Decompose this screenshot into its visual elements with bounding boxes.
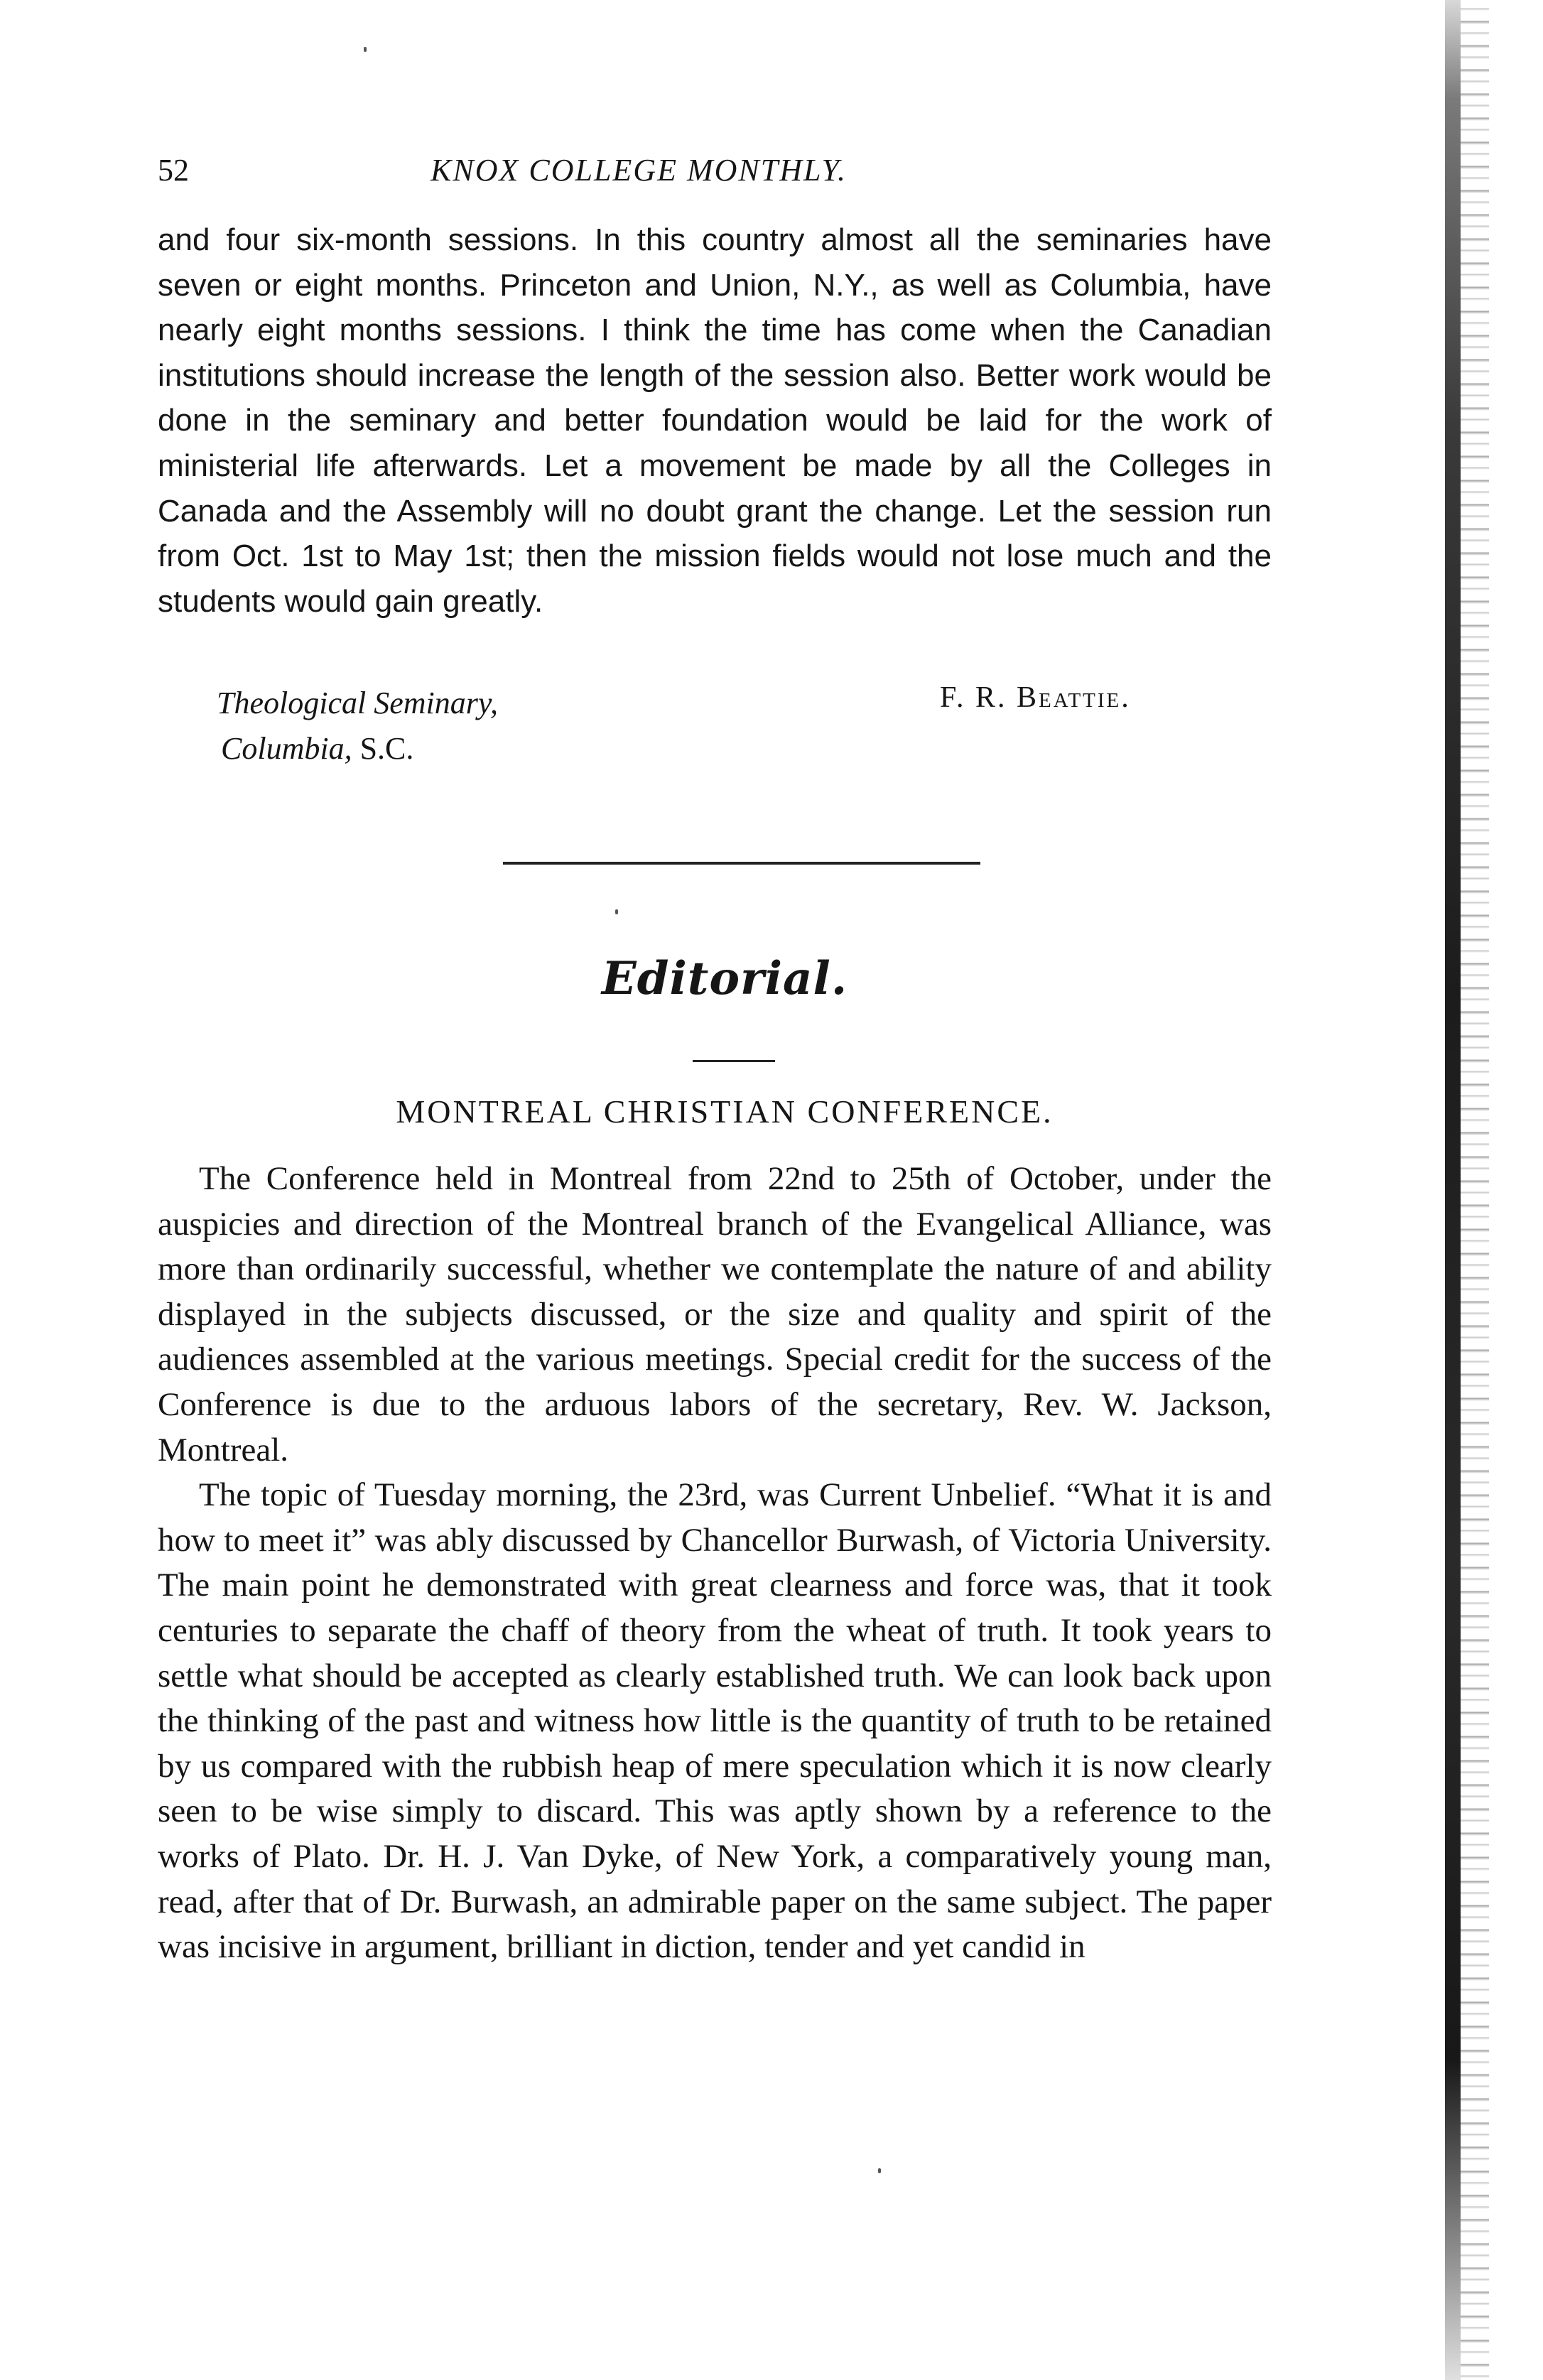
page-edge-noise [1461,0,1489,2380]
article-paragraph-2: The topic of Tuesday morning, the 23rd, was Current Unbelief. “What it is and how to meet it” was ably discussed by Chancellor Burwash, of Victoria University. The main point he demonstrated with great clearness and force was, that it took centuries to separate the chaff of theory from the wheat of truth. It took years to settle what should be accepted as clearly established truth. We can look back upon the thinking of the past and witness how little is the quantity of truth to be retained by us compared with the rubbish heap of mere speculation which it is now clearly seen to be wise simply to discard. This was aptly shown by a reference to the works of Plato. Dr. H. J. Van Dyke, of New York, a comparatively young man, read, after that of Dr. Burwash, an admirable paper on the same subject. The paper was incisive in argument, brilliant in diction, tender and yet candid in [158,1476,1272,1966]
heading-underline-rule [693,1060,775,1062]
page-edge-strip [1445,0,1461,2380]
dateline-state: S.C. [359,731,414,766]
dateline-location [217,726,498,772]
letter-signature: F. R. Beattie. [940,681,1131,714]
ink-speck [364,47,367,52]
letter-closing-paragraph: and four six-month sessions. In this country almost all the seminaries have seven or eight months. Princeton and Union, N.Y., as well as Columbia, have nearly eight months sessions. I think the time has come when the Canadian institutions should increase the length of the session also. Better work would be done in the seminary and better foundation would be laid for the work of ministerial life afterwards. Let a movement be made by all the Colleges in Canada and the Assembly will no doubt grant the change. Let the session run from Oct. 1st to May 1st; then the mission fields would not lose much and the students would gain greatly. [158,222,1272,619]
scan-edge-shadow [1445,0,1543,2380]
article-title: MONTREAL CHRISTIAN CONFERENCE. [396,1093,1054,1130]
section-heading: Editorial. [601,952,848,1005]
page-number: 52 [158,153,189,188]
article-paragraph-1: The Conference held in Montreal from 22nd to 25th of October, under the auspicies and direction of the Montreal branch of the Evangelical Alliance, was more than ordinarily successful, whether we contemplate the nature of and ability displayed in the subjects discussed, or the size and quality and spirit of the audiences assembled at the various meetings. Special credit for the success of the Conference is due to the arduous labors of the secretary, Rev. W. Jackson, Montreal. [158,1160,1272,1468]
dateline-city: Columbia, [221,731,352,766]
letter-dateline [217,681,498,772]
running-title: KNOX COLLEGE MONTHLY. [431,153,847,188]
ink-speck [878,2168,881,2173]
section-divider-rule [503,862,980,865]
dateline-institution: Theological Seminary, [217,686,498,720]
article-body [158,1157,1272,1970]
ink-speck [615,909,618,914]
